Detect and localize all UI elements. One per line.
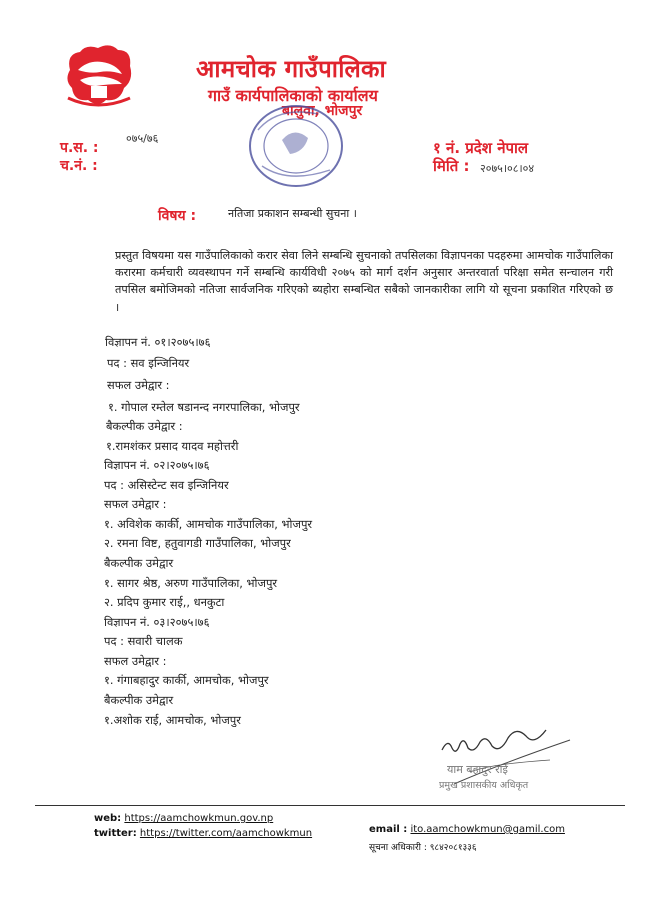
web-label: web:: [94, 813, 122, 824]
twitter-label: twitter:: [94, 828, 137, 839]
web-link[interactable]: https://aamchowkmun.gov.np: [124, 813, 274, 824]
state-label: १ नं. प्रदेश नेपाल: [433, 139, 529, 157]
successful-candidate-1-1: १. गोपाल रम्तेल षडानन्द नगरपालिका, भोजपुर: [108, 400, 300, 414]
successful-heading-3: सफल उमेद्वार :: [104, 654, 167, 668]
ad-number-3: विज्ञापन नं. ०३।२०७५।७६: [104, 615, 210, 629]
alternate-candidate-3-1: १.अशोक राई, आमचोक, भोजपुर: [104, 713, 241, 727]
alternate-candidate-1-1: १.रामशंकर प्रसाद यादव महोत्तरी: [106, 439, 239, 453]
successful-candidate-2-2: २. रमना विष्ट, हतुवागडी गाउँपालिका, भोजपुर: [104, 536, 291, 550]
ps-label: प.स. :: [60, 140, 99, 156]
successful-heading-1: सफल उमेद्वार :: [107, 378, 170, 392]
signatory-title: प्रमुख प्रशासकीय अधिकृत: [439, 780, 529, 791]
subject-label: विषय :: [158, 208, 197, 224]
footer-twitter: [94, 828, 312, 839]
alternate-candidate-2-2: २. प्रदिप कुमार राई,, धनकुटा: [104, 595, 225, 609]
office-location: बालुवा, भोजपुर: [282, 103, 363, 119]
ps-value: ०७५/७६: [126, 132, 159, 145]
successful-candidate-2-1: १. अविशेक कार्की, आमचोक गाउँपालिका, भोजपुर: [104, 517, 313, 531]
footer-divider: [35, 805, 625, 806]
post-2: पद : असिस्टेन्ट सव इन्जिनियर: [104, 478, 229, 492]
alternate-heading-2: बैकल्पीक उमेद्वार: [104, 556, 174, 570]
cn-label: च.नं. :: [60, 158, 98, 174]
successful-candidate-3-1: १. गंगाबहादुर कार्की, आमचोक, भोजपुर: [104, 673, 269, 687]
footer-web: [94, 813, 273, 824]
office-name: आमचोक गाउँपालिका: [196, 55, 386, 83]
footer-email: [369, 824, 565, 835]
alternate-heading-3: बैकल्पीक उमेद्वार: [104, 693, 174, 707]
post-1: पद : सव इन्जिनियर: [107, 356, 190, 370]
date-label: मिति :: [433, 157, 470, 175]
ad-number-1: विज्ञापन नं. ०१।२०७५।७६: [105, 335, 211, 349]
post-3: पद : सवारी चालक: [104, 634, 183, 648]
signatory-name: याम बहादुर राई: [447, 763, 508, 776]
ad-number-2: विज्ञापन नं. ०२।२०७५।७६: [104, 458, 210, 472]
office-subtitle: गाउँ कार्यपालिकाको कार्यालय: [208, 86, 378, 105]
intro-paragraph: प्रस्तुत विषयमा यस गाउँपालिकाको करार सेवा लिने सम्बन्धि सुचनाको तपसिलका विज्ञापनका पदहरुमा आमचोक गाउँपालिका करारमा कर्मचारी व्यवस्थापन गर्ने सम्बन्धि कार्यविधी २०७५ को मार्ग दर्शन अनुसार अन्तरवार्ता परिक्षा समेत सन्चालन गरी तपसिल बमोजिमको नतिजा सार्वजनिक गरिएको ब्यहोरा सम्बन्धित सबैको जानकारीका लागि यो सूचना प्रकाशित गरिएको छ ।: [115, 249, 613, 314]
successful-heading-2: सफल उमेद्वार :: [104, 497, 167, 511]
date-value: २०७५।०८।०४: [480, 162, 535, 175]
email-label: email :: [369, 824, 408, 835]
email-link[interactable]: ito.aamchowkmun@gamil.com: [410, 824, 565, 835]
subject-text: नतिजा प्रकाशन सम्बन्धी सुचना ।: [228, 207, 357, 220]
alternate-heading-1: बैकल्पीक उमेद्वार :: [106, 419, 183, 433]
twitter-link[interactable]: https://twitter.com/aamchowkmun: [139, 828, 313, 839]
info-officer: सूचना अधिकारी : ९८४२०८१३३६: [369, 843, 477, 853]
alternate-candidate-2-1: १. सागर श्रेष्ठ, अरुण गाउँपालिका, भोजपुर: [104, 576, 278, 590]
